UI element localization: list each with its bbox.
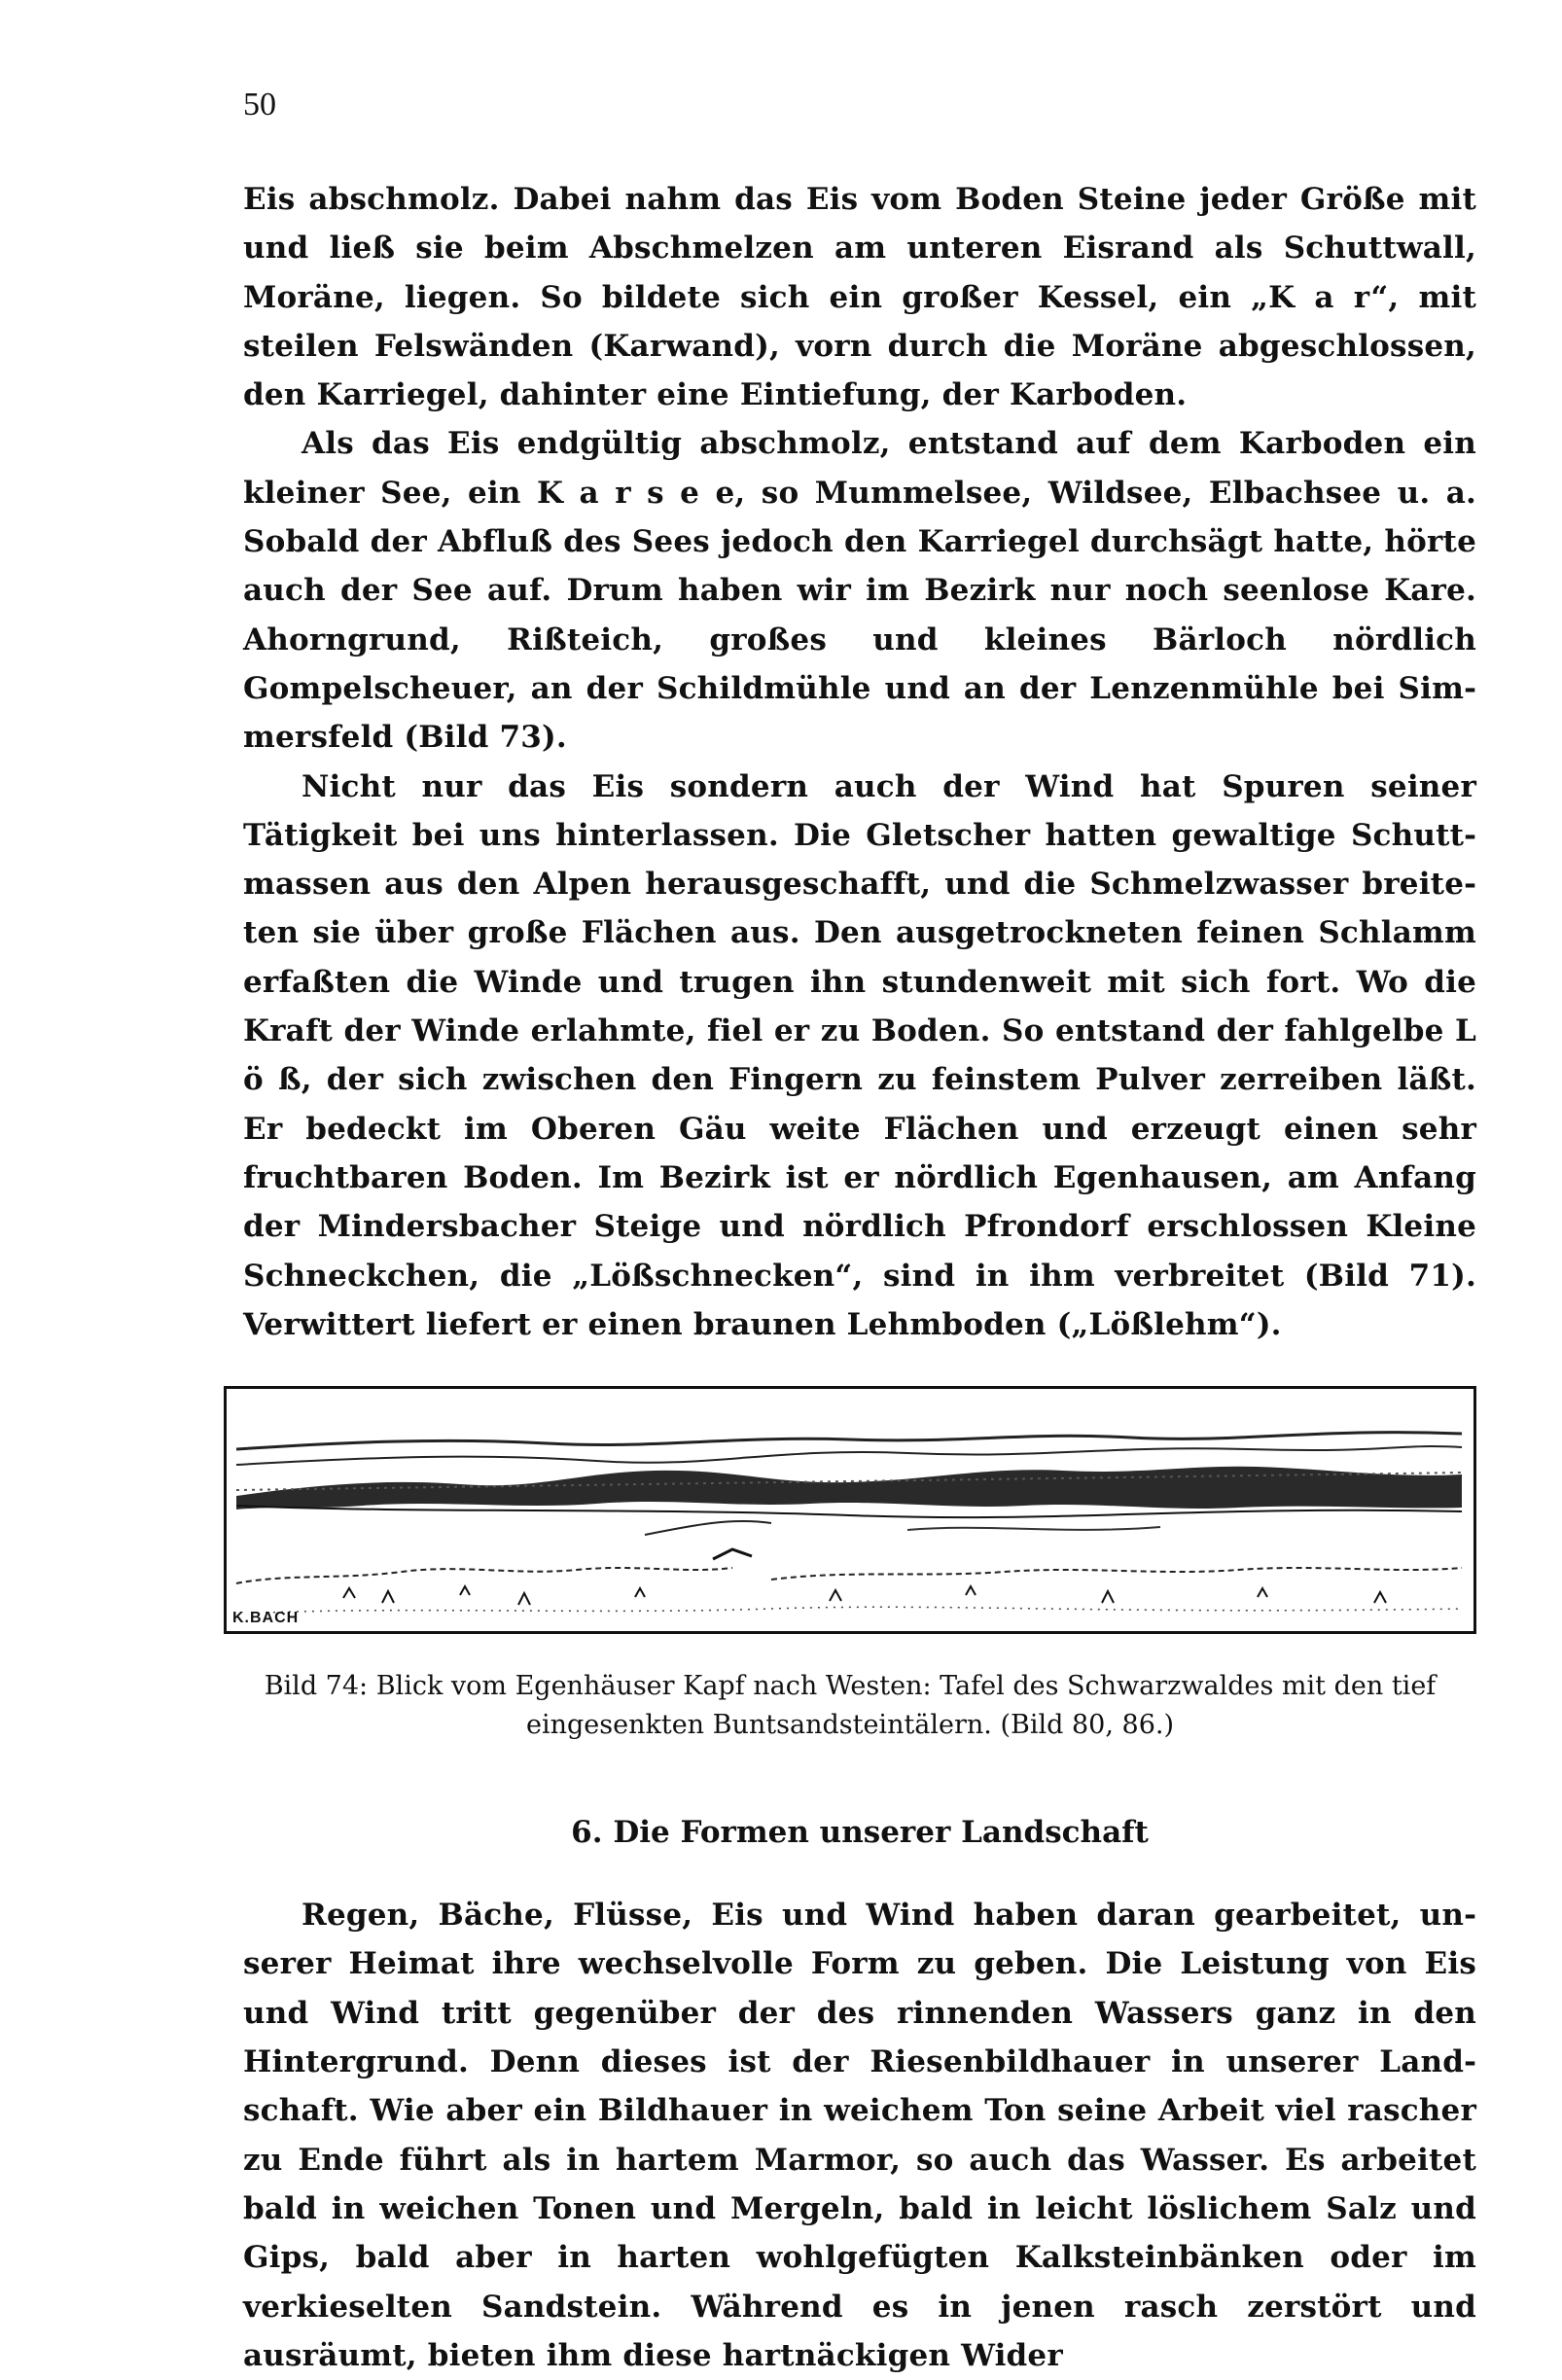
paragraph: Eis abschmolz. Dabei nahm das Eis vom Boden Steine jeder Größe mit und ließ sie beim Abschmelzen am unteren Eisrand als Schuttwall, Moräne, liegen. So bildete sich ein großer Kessel, ein „K a r“, mit steilen Felswänden (Karwand), vorn durch die Moräne abgeschlossen, den Karriegel, dahinter eine Eintiefung, der Karboden. — [243, 182, 1476, 413]
landscape-drawing — [227, 1389, 1473, 1631]
figure — [224, 1386, 1476, 1745]
paragraph: Als das Eis endgültig abschmolz, entstand auf dem Karboden ein kleiner See, ein K a r s e e, so Mummelsee, Wildsee, Elbachsee u. a. Sobald der Abfluß des Sees jedoch den Karriegel durchsägt hatte, hörte auch der See auf. Drum haben wir im Bezirk nur noch seenlose Kare. Ahorngrund, Rißteich, großes und kleines Bärloch nördlich Gompelscheuer, an der Schildmühle und an der Lenzenmühle bei Simmersfeld (Bild 73). — [243, 426, 1476, 756]
section-heading: 6. Die Formen unserer Landschaft — [571, 1815, 1149, 1851]
artist-signature: K.BACH — [232, 1610, 300, 1627]
paragraph: Regen, Bäche, Flüsse, Eis und Wind haben daran gearbeitet, unserer Heimat ihre wechselvolle Form zu geben. Die Leistung von Eis und Wind tritt gegenüber der des rinnenden Wassers ganz in den Hintergrund. Denn dieses ist der Riesenbildhauer in unserer Landschaft. Wie aber ein Bildhauer in weichem Ton seine Arbeit viel rascher zu Ende führt als in hartem Marmor, so auch das Wasser. Es arbeitet bald in weichen Tonen und Mergeln, bald in leicht löslichem Salz und Gips, bald aber in harten wohlgefügten Kalksteinbänken oder im verkieselten Sandstein. Während es in jenen rasch zerstört und ausräumt, bieten ihm diese hartnäckigen Wider — [243, 1898, 1476, 2373]
figure-caption: Bild 74: Blick vom Egenhäuser Kapf nach Westen: Tafel des Schwarzwaldes mit den tief eingesenkten Buntsandsteintälern. (Bild 80, 86.) — [264, 1671, 1437, 1741]
page-number: 50 — [243, 87, 276, 123]
landscape-illustration — [224, 1386, 1476, 1634]
paragraph: Nicht nur das Eis sondern auch der Wind hat Spuren seiner Tätigkeit bei uns hinterlassen. Die Gletscher hatten gewaltige Schuttmassen aus den Alpen herausgeschafft, und die Schmelzwasser breiteten sie über große Flächen aus. Den ausgetrockneten feinen Schlamm erfaßten die Winde und trugen ihn stundenweit mit sich fort. Wo die Kraft der Winde erlahmte, fiel er zu Boden. So entstand der fahlgelbe L ö ß, der sich zwischen den Fingern zu feinstem Pulver zerreiben läßt. Er bedeckt im Oberen Gäu weite Flächen und erzeugt einen sehr fruchtbaren Boden. Im Bezirk ist er nördlich Egenhausen, am Anfang der Mindersbacher Steige und nördlich Pfrondorf erschlossen Kleine Schneckchen, die „Lößschnecken“, sind in ihm verbreitet (Bild 71). Verwittert liefert er einen braunen Lehmboden („Lößlehm“). — [243, 768, 1476, 1342]
